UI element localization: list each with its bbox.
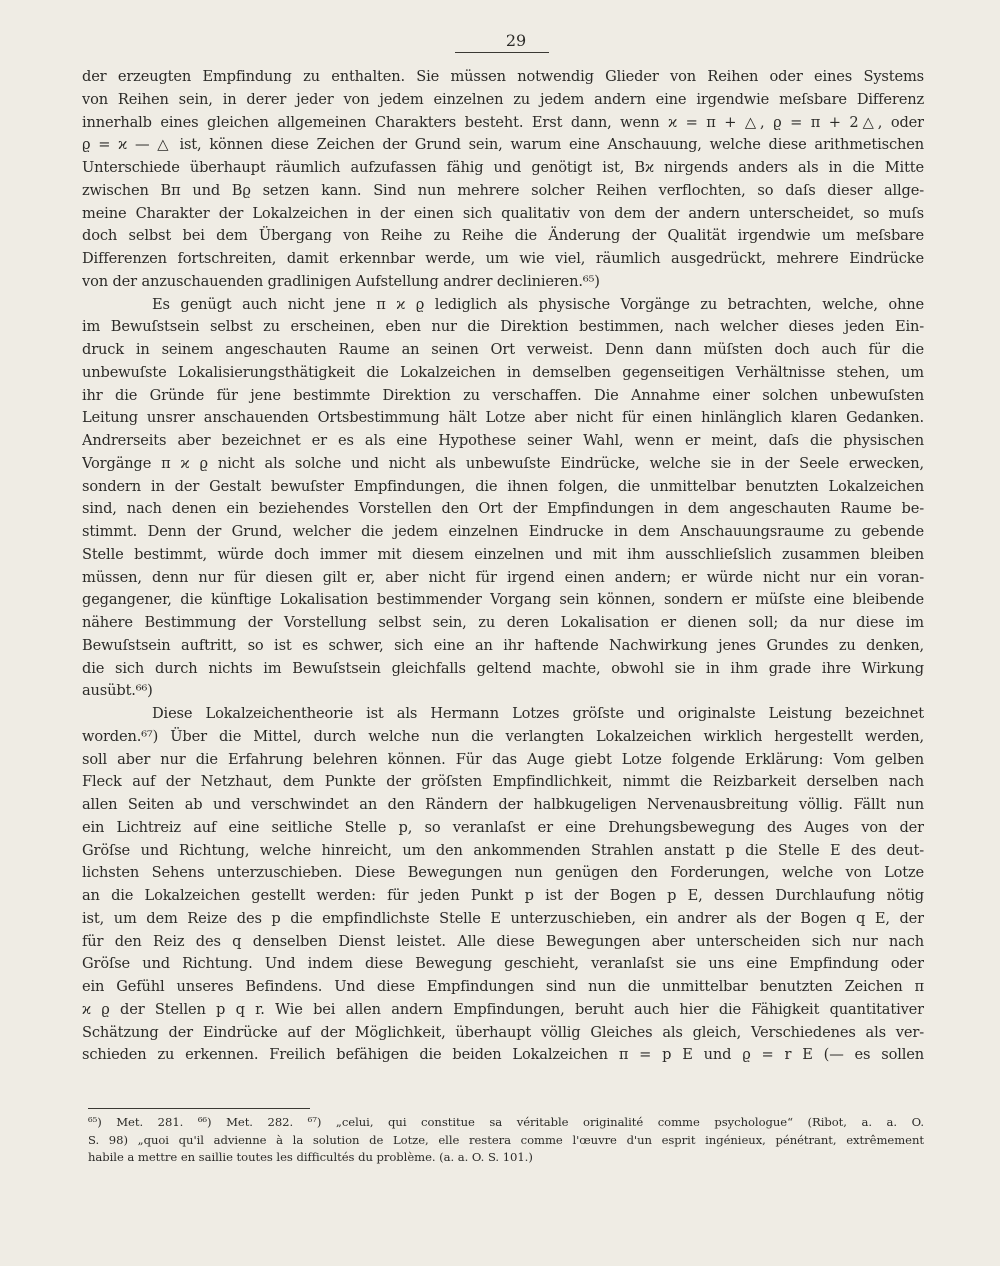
text-line: Fleck auf der Netzhaut, dem Punkte der gröſsten Empfindlichkeit, nimmt die Reizbarkeit derselben nach <box>82 773 924 791</box>
text-line: stimmt. Denn der Grund, welcher die jedem einzelnen Eindrucke in dem Anschauungsraume zu gebende <box>82 523 924 540</box>
text-line: innerhalb eines gleichen allgemeinen Charakters besteht. Erst dann, wenn ϰ = π + △, ϱ = π + 2△, oder <box>82 113 924 131</box>
text-line: nähere Bestimmung der Vorstellung selbst sein, zu deren Lokalisation er dienen soll; da nur diese im <box>82 614 924 631</box>
text-line: zwischen Bπ und Bϱ setzen kann. Sind nun mehrere solcher Reihen verflochten, so daſs dieser allge- <box>82 181 924 199</box>
footnote-line: ⁶⁵) Met. 281. ⁶⁶) Met. 282. ⁶⁷) „celui, qui constitue sa véritable originalité comme psychologue“ (Ribot, a. a. O. <box>88 1115 924 1129</box>
text-line: ein Lichtreiz auf eine seitliche Stelle p, so veranlaſst er eine Drehungsbewegung des Auges von der <box>82 818 924 836</box>
text-line: von der anzuschauenden gradlinigen Aufstellung andrer declinieren.⁶⁵) <box>82 272 600 290</box>
page-number: 29 <box>505 31 527 50</box>
text-line: meine Charakter der Lokalzeichen in der einen sich qualitativ von dem der andern unterscheidet, so muſs <box>82 204 924 222</box>
text-line: von Reihen sein, in derer jeder von jedem einzelnen zu jedem andern eine irgendwie meſsbare Differenz <box>82 90 924 108</box>
header-rule <box>455 52 549 53</box>
text-line: Bewuſstsein auftritt, so ist es schwer, sich eine an ihr haftende Nachwirkung jenes Grundes zu denken, <box>82 636 924 654</box>
text-line: Gröſse und Richtung, welche hinreicht, um den ankommenden Strahlen anstatt p die Stelle E des deut- <box>82 841 924 859</box>
text-line: worden.⁶⁷) Über die Mittel, durch welche nun die verlangten Lokalzeichen wirklich hergestellt werden, <box>82 727 924 745</box>
footnote-line: habile a mettre en saillie toutes les difficultés du problème. (a. a. O. S. 101.) <box>88 1150 533 1164</box>
text-line: lichsten Sehens unterzuschieben. Diese Bewegungen nun genügen den Forderungen, welche von Lotze <box>82 864 924 882</box>
text-line: Stelle bestimmt, würde doch immer mit diesem einzelnen und mit ihm ausschlieſslich zusammen bleiben <box>82 545 924 563</box>
text-line: ist, um dem Reize des p die empfindlichste Stelle E unterzuschieben, ein andrer als der Bogen q E, der <box>82 909 924 927</box>
text-line: Unterschiede überhaupt räumlich aufzufassen fähig und genötigt ist, Bϰ nirgends anders als in die Mitte <box>82 159 924 176</box>
text-line: Schätzung der Eindrücke auf der Möglichkeit, überhaupt völlig Gleiches als gleich, Verschiedenes als ver- <box>82 1023 924 1041</box>
text-line: soll aber nur die Erfahrung belehren können. Für das Auge giebt Lotze folgende Erklärung: Vom gelben <box>82 750 924 768</box>
text-line: ϰ ϱ der Stellen p q r. Wie bei allen andern Empfindungen, beruht auch hier die Fähigkeit quantitativer <box>82 1000 924 1018</box>
body-text <box>82 66 924 1067</box>
text-line: sind, nach denen ein beziehendes Vorstellen den Ort der Empfindungen in dem angeschauten Raume be- <box>82 500 924 518</box>
text-line: Gröſse und Richtung. Und indem diese Bewegung geschieht, veranlaſst sie uns eine Empfindung oder <box>82 955 924 973</box>
text-line: sondern in der Gestalt bewuſster Empfindungen, die ihnen folgen, die unmittelbar benutzten Lokalzeichen <box>82 477 924 495</box>
text-line: die sich durch nichts im Bewuſstsein gleichfalls geltend machte, obwohl sie in ihm grade ihre Wirkung <box>82 659 924 677</box>
text-line: allen Seiten ab und verschwindet an den Rändern der halbkugeligen Nervenausbreitung völlig. Fällt nun <box>82 796 924 813</box>
text-line: ein Gefühl unseres Befindens. Und diese Empfindungen sind nun die unmittelbar benutzten Zeichen π <box>82 978 924 995</box>
footnote-line: S. 98) „quoi qu'il advienne à la solution de Lotze, elle restera comme l'œuvre d'un esprit ingénieux, pénétrant, extrêmement <box>88 1132 924 1147</box>
text-line: schieden zu erkennen. Freilich befähigen die beiden Lokalzeichen π = p E und ϱ = r E (— es sollen <box>82 1046 924 1064</box>
text-line: Diese Lokalzeichentheorie ist als Hermann Lotzes gröſste und originalste Leistung bezeichnet <box>152 705 924 722</box>
text-line: im Bewuſstsein selbst zu erscheinen, eben nur die Direktion bestimmen, nach welcher dieses jeden Ein- <box>82 318 924 336</box>
text-line: doch selbst bei dem Übergang von Reihe zu Reihe die Änderung der Qualität irgendwie um meſsbare <box>82 227 924 245</box>
text-line: Es genügt auch nicht jene π ϰ ϱ lediglich als physische Vorgänge zu betrachten, welche, ohne <box>152 295 924 313</box>
text-line: ϱ = ϰ — △ ist, können diese Zeichen der Grund sein, warum eine Anschauung, welche diese arithmetischen <box>82 136 924 154</box>
text-line: gegangener, die künftige Lokalisation bestimmender Vorgang sein können, sondern er müſste eine bleibende <box>82 591 924 609</box>
text-line: für den Reiz des q denselben Dienst leistet. Alle diese Bewegungen aber unterscheiden sich nur nach <box>82 932 924 950</box>
text-line: unbewuſste Lokalisierungsthätigkeit die Lokalzeichen in demselben gegenseitigen Verhältnisse stehen, um <box>82 363 924 381</box>
text-line: an die Lokalzeichen gestellt werden: für jeden Punkt p ist der Bogen p E, dessen Durchlaufung nötig <box>82 887 924 904</box>
text-line: müssen, denn nur für diesen gilt er, aber nicht für irgend einen andern; er würde nicht nur ein voran- <box>82 568 924 586</box>
text-line: ihr die Gründe für jene bestimmte Direktion zu verschaffen. Die Annahme einer solchen unbewuſsten <box>82 386 924 404</box>
text-line: druck in seinem angeschauten Raume an seinen Ort verweist. Denn dann müſsten doch auch für die <box>82 341 924 358</box>
text-line: der erzeugten Empfindung zu enthalten. Sie müssen notwendig Glieder von Reihen oder eines Systems <box>82 68 924 85</box>
footnotes <box>88 1114 924 1167</box>
text-line: Andrerseits aber bezeichnet er es als eine Hypothese seiner Wahl, wenn er meint, daſs die physischen <box>82 432 924 449</box>
text-line: Vorgänge π ϰ ϱ nicht als solche und nicht als unbewuſste Eindrücke, welche sie in der Seele erwecken, <box>82 454 924 472</box>
text-line: Differenzen fortschreiten, damit erkennbar werde, um wie viel, räumlich ausgedrückt, mehrere Eindrücke <box>82 250 924 267</box>
text-line: ausübt.⁶⁶) <box>82 682 153 700</box>
text-line: Leitung unsrer anschauenden Ortsbestimmung hält Lotze aber nicht für einen hinlänglich klaren Gedanken. <box>82 409 924 427</box>
footnote-rule <box>88 1108 310 1109</box>
